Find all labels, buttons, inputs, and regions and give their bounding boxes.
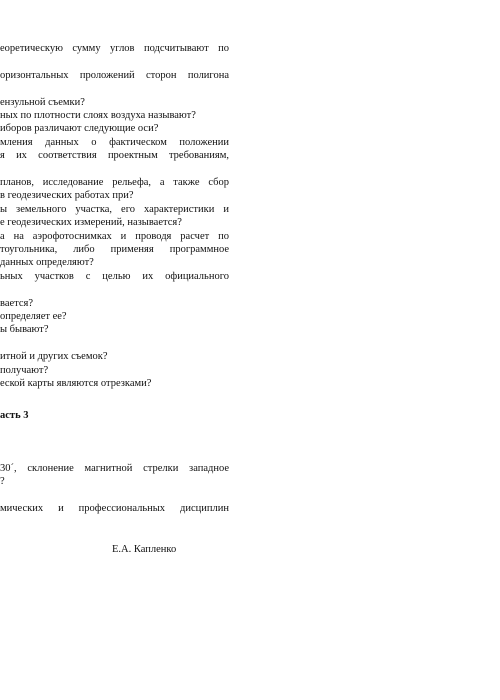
text-line: я их соответствия проектным требованиям,: [0, 150, 229, 162]
text-line: данных определяют?: [0, 257, 94, 269]
text-line: ных по плотности слоях воздуха называют?: [0, 110, 196, 121]
text-line: определяет ее?: [0, 311, 67, 322]
text-line: мических и профессиональных дисциплин: [0, 503, 229, 515]
text-line: еоретическую сумму углов подсчитывают по: [0, 43, 229, 54]
text-line: ьных участков с целью их официального: [0, 270, 229, 282]
text-line: ?: [0, 476, 5, 488]
section-heading: асть 3: [0, 410, 29, 421]
author-signature: Е.А. Капленко: [112, 544, 177, 555]
text-line: а на аэрофотоснимках и проводя расчет по: [0, 230, 229, 242]
text-line: ензульной съемки?: [0, 96, 85, 108]
text-line: вается?: [0, 297, 34, 309]
text-line: планов, исследование рельефа, а также сбор: [0, 177, 229, 188]
text-line: оризонтальных проложений сторон полигона: [0, 69, 229, 81]
text-line: получают?: [0, 364, 49, 376]
text-line: ы земельного участка, его характеристики и: [0, 203, 229, 215]
text-line: итной и других съемок?: [0, 351, 108, 363]
text-line: ы бывают?: [0, 324, 49, 336]
text-line: иборов различают следующие оси?: [0, 123, 159, 135]
text-line: тоугольника, либо применяя программное: [0, 244, 229, 255]
text-line: мления данных о фактическом положении: [0, 136, 229, 148]
text-line: в геодезических работах при?: [0, 190, 134, 202]
text-line: еской карты являются отрезками?: [0, 378, 152, 389]
text-line: е геодезических измерений, называется?: [0, 217, 182, 229]
text-line: 30´, склонение магнитной стрелки западное: [0, 463, 229, 474]
